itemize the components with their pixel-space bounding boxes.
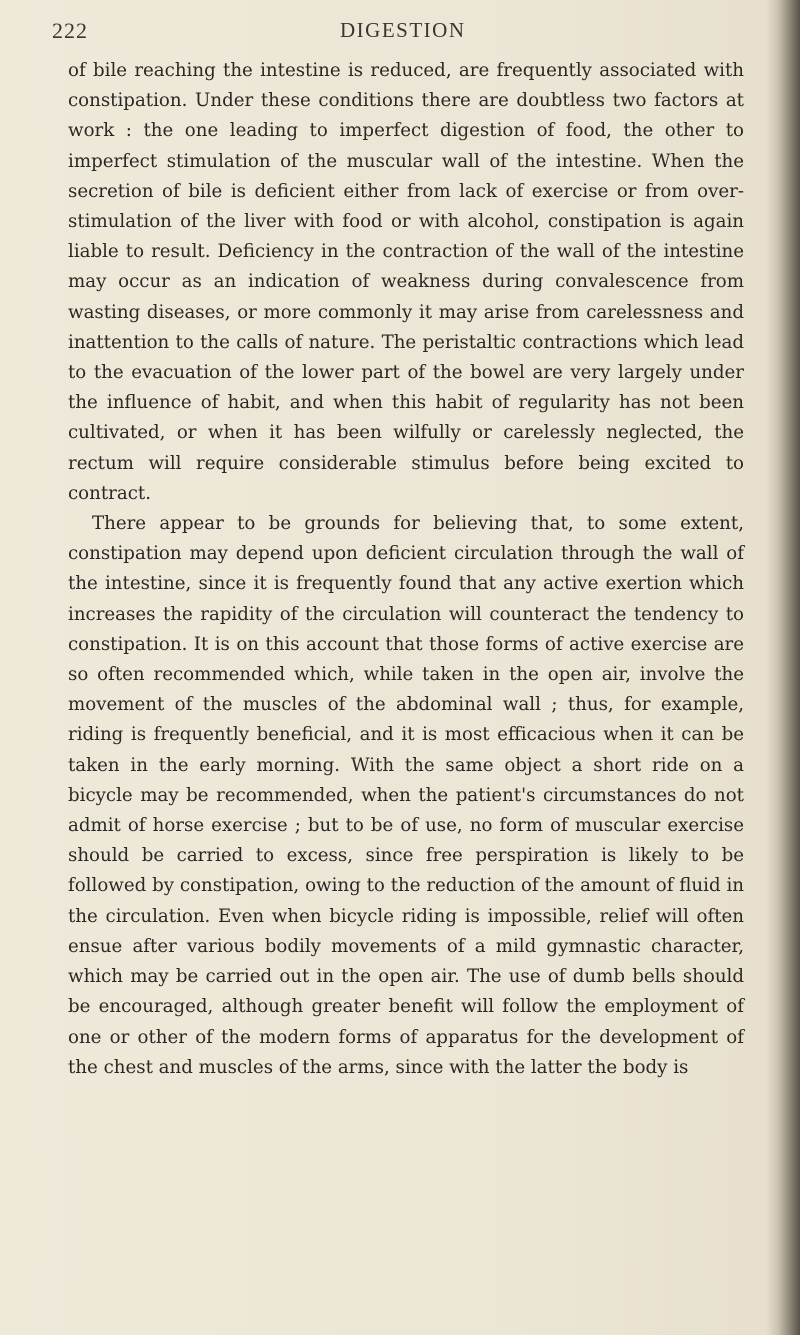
running-head bbox=[52, 18, 752, 48]
page-binding-shadow bbox=[766, 0, 800, 1335]
page-number: 222 bbox=[52, 18, 88, 43]
paragraph: of bile reaching the intestine is reduced, are frequently associated with constipation. Under these conditions there are doubtless two factors at work : the one leading to imperfect digestion of food, the other to imperfect stimulation of the muscular wall of the intestine. When the secretion of bile is deficient either from lack of exercise or from over-stimulation of the liver with food or with alcohol, constipation is again liable to result. Deficiency in the contraction of the wall of the intestine may occur as an indication of weakness during convalescence from wasting diseases, or more commonly it may arise from carelessness and inattention to the calls of nature. The peristaltic contractions which lead to the evacuation of the lower part of the bowel are very largely under the influence of habit, and when this habit of regularity has not been cultivated, or when it has been wilfully or carelessly neglected, the rectum will require considerable stimulus before being excited to contract. bbox=[68, 60, 744, 504]
body-text bbox=[68, 56, 744, 1083]
running-title: DIGESTION bbox=[340, 18, 466, 42]
paragraph: There appear to be grounds for believing that, to some extent, constipation may depend upon deficient circulation through the wall of the intestine, since it is frequently found that any active exertion which increases the rapidity of the circulation will counteract the tendency to constipation. It is on this account that those forms of active exercise are so often recommended which, while taken in the open air, involve the movement of the muscles of the abdominal wall ; thus, for example, riding is frequently beneficial, and it is most efficacious when it can be taken in the early morning. With the same object a short ride on a bicycle may be recommended, when the patient's circumstances do not admit of horse exercise ; but to be of use, no form of muscular exercise should be carried to excess, since free perspiration is likely to be followed by constipation, owing to the reduction of the amount of fluid in the circulation. Even when bicycle riding is impossible, relief will often ensue after various bodily movements of a mild gymnastic character, which may be carried out in the open air. The use of dumb bells should be encouraged, although greater benefit will follow the employment of one or other of the modern forms of apparatus for the development of the chest and muscles of the arms, since with the latter the body is bbox=[68, 513, 744, 1078]
